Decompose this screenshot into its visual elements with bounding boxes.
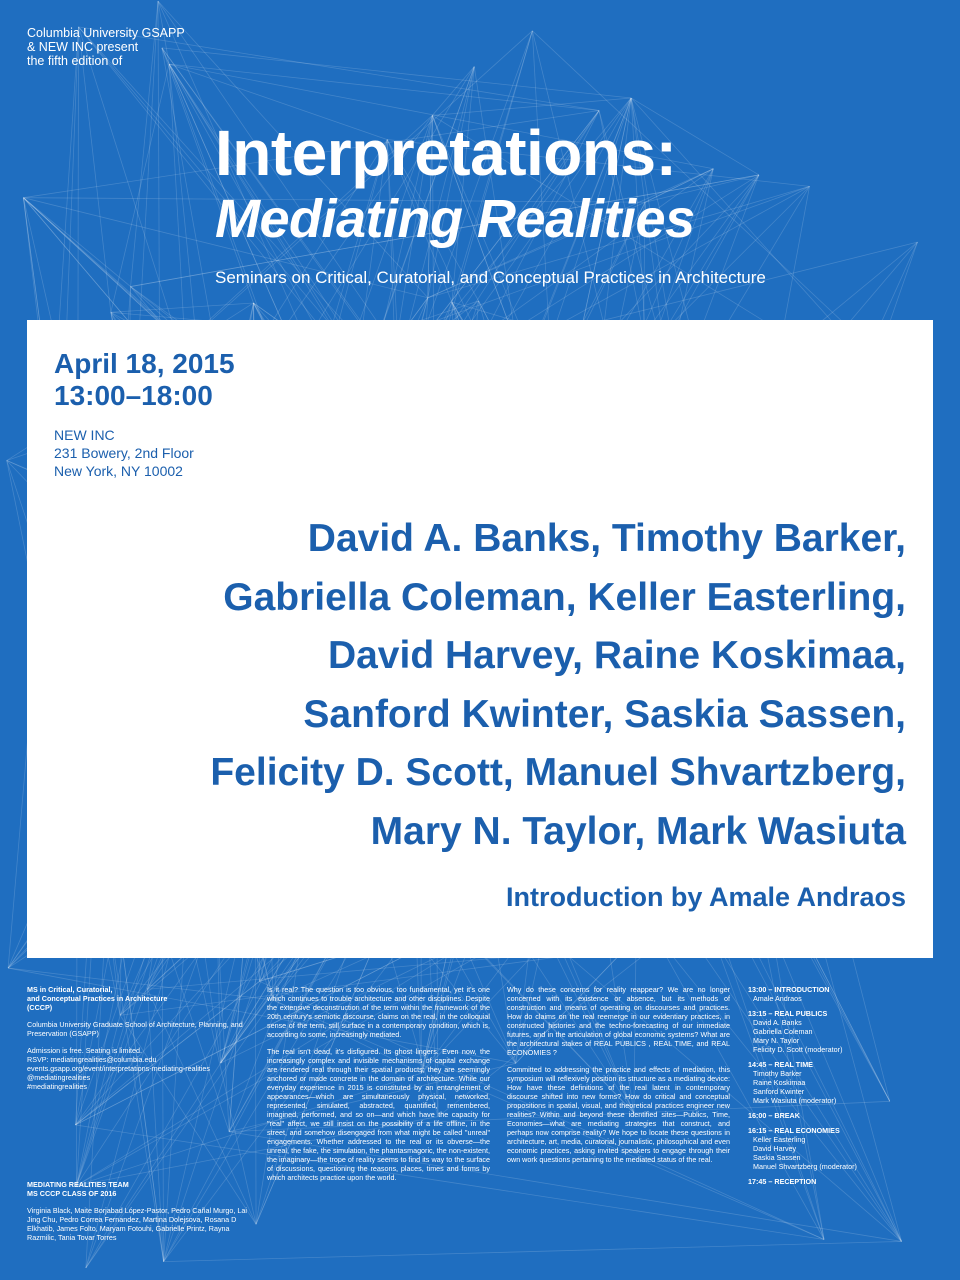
essay-paragraph: Why do these concerns for reality reappear? We are no longer concerned with its existence or absence, but its methods of construction and means of operating on discourses and practices. How do claims on the real reemerge in our evidentiary practices, in constructed histories and the techno-forecasting of our immediate futures, and in the articulation of global economic systems? What are the architectural stakes of REAL PUBLICS , REAL TIME, and REAL ECONOMIES ? [507,985,730,1057]
schedule-speaker: Mary N. Taylor [753,1036,800,1045]
speaker-list [210,510,906,861]
team-heading: MEDIATING REALITIES TEAM [27,1180,129,1189]
event-date: April 18, 2015 [54,348,235,379]
schedule-speaker: David Harvey [753,1144,797,1153]
poster-tagline: Seminars on Critical, Curatorial, and Conceptual Practices in Architecture [215,268,766,287]
venue-line: New York, NY 10002 [54,463,183,479]
rsvp-link[interactable]: RSVP: mediatingrealities@columbia.edu [27,1055,157,1064]
presenter-credit [27,26,185,68]
admission-text: Admission is free. Seating is limited. [27,1046,143,1055]
event-url-link[interactable]: events.gsapp.org/event/interpretations-mediating-realities [27,1064,210,1073]
speaker-line: Mary N. Taylor, Mark Wasiuta [370,809,906,853]
essay-column-2 [507,985,730,1172]
poster-subtitle: Mediating Realities [215,189,695,249]
introduction-credit: Introduction by Amale Andraos [505,882,906,912]
essay-paragraph: Is it real? The question is too obvious, too fundamental, yet it's one which continues to trouble architecture and other disciplines. Despite the extensive deconstruction of the term within the framework of the 20th century's semiotic discourse, claims on the real, in the colloquial sense of the term, still surface in a contemporary condition, which is, according to some, increasingly mediated. [267,985,490,1039]
presenter-line: Columbia University GSAPP [27,26,185,40]
admission-note [27,1046,247,1091]
network-line [162,48,631,98]
schedule-speaker: Amale Andraos [753,994,802,1003]
poster-title: Interpretations: [215,117,677,189]
network-line [79,27,111,312]
network-line [164,1241,902,1261]
schedule-speaker: Keller Easterling [753,1135,806,1144]
essay-column-1 [267,985,490,1190]
schedule-speaker: Mark Wasiuta (moderator) [753,1096,837,1105]
venue-line: NEW INC [54,427,115,443]
program-name-line: and Conceptual Practices in Architecture [27,994,168,1003]
essay-paragraph: Committed to addressing the practice and effects of mediation, this symposium will reflexively position its structure as a mediating device: How have these definitions of the real latent in contemporary discourse shifted into new forms? How do critical and conceptual propositions in spatial, visual, and theoretical practices engineer new realities? Within and beyond these identified sites—Publics, Time, Economies—what are mediating strategies that construct, and perhaps now comprise reality? We hope to locate these questions in architecture, art, media, curatorial, journalistic, philosophical and even economic practices, asking invited speakers to engage through their own work questions pertaining to the mediated status of the real. [507,1065,730,1164]
program-name-line: (CCCP) [27,1003,53,1012]
event-venue [54,426,194,480]
speaker-line: Sanford Kwinter, Saskia Sassen, [303,692,906,736]
schedule-speaker: Felicity D. Scott (moderator) [753,1045,843,1054]
schedule-speaker: Timothy Barker [753,1069,802,1078]
speaker-line: Felicity D. Scott, Manuel Shvartzberg, [210,751,906,794]
schedule-heading: 13:15 – REAL PUBLICS [748,1009,828,1018]
event-datetime [54,348,235,412]
program-name [27,985,247,1012]
event-panel [27,320,933,958]
essay-paragraph: The real isn't dead, it's disfigured. Its ghost lingers. Even now, the increasingly complex and invisible mechanisms of capital exchange are rendered real through their spatial products; they are seemingly anchored or made concrete in the domain of architecture. While our everyday experience in 2015 is constituted by an entanglement of appearances—which are simultaneously physical, networked, represented, simulated, abstracted, quantified, remembered, imagined, performed, and so on—and which have the capacity for "real" affect, we still insist on the possibility of a life offline, in the street, and somehow disengaged from what might be called "unreal" engagements. Whether addressed to the real or its obverse—the unreal, the fake, the simulation, the phantasmagoric, the non-existent, the imaginary—the trope of reality seems to find its way to the surface of discussions, questioning the reasons, places, times and forms by which architects practice upon the world. [267,1047,490,1182]
schedule-heading: 17:45 – RECEPTION [748,1177,817,1186]
program-info [27,985,247,1099]
schedule-heading: 14:45 – REAL TIME [748,1060,813,1069]
program-name-line: MS in Critical, Curatorial, [27,985,113,994]
venue-line: 231 Bowery, 2nd Floor [54,445,194,461]
schedule-heading: 16:15 – REAL ECONOMIES [748,1126,840,1135]
social-handle: @mediatingrealities [27,1073,91,1082]
schedule-heading: 16:00 – BREAK [748,1111,800,1120]
presenter-line: the fifth edition of [27,54,123,68]
schedule-speaker: Gabriella Coleman [753,1027,813,1036]
speaker-line: David Harvey, Raine Koskimaa, [327,634,906,677]
event-time: 13:00–18:00 [54,380,213,411]
schedule-speaker: Manuel Shvartzberg (moderator) [753,1162,857,1171]
schedule-speaker: Raine Koskimaa [753,1078,806,1087]
schedule-speaker: Saskia Sassen [753,1153,801,1162]
schedule-heading: 13:00 – INTRODUCTION [748,985,830,994]
schedule-speaker: Sanford Kwinter [753,1087,805,1096]
speaker-line: David A. Banks, Timothy Barker, [307,517,906,560]
hashtag: #mediatingrealities [27,1082,87,1091]
schedule-speaker: David A. Banks [753,1018,802,1027]
program-school: Columbia University Graduate School of Architecture, Planning, and Preservation (GSAPP) [27,1020,243,1038]
class-heading: MS CCCP CLASS OF 2016 [27,1189,117,1198]
network-line [111,303,254,312]
team-credits [27,1180,247,1242]
schedule [748,985,938,1186]
team-members: Virginia Black, Maite Borjabad López-Pastor, Pedro Cañal Murgo, Lai Jing Chu, Pedro Correa Fernandez, Martina Dolejsova, Rosana D Elkhatib, James Folto, Maryam Fotouhi, Gabrielle Printz, Rayna Razmilic, Tania Tovar Torres [27,1206,248,1242]
presenter-line: & NEW INC present [27,40,139,54]
speaker-line: Gabriella Coleman, Keller Easterling, [223,575,906,619]
